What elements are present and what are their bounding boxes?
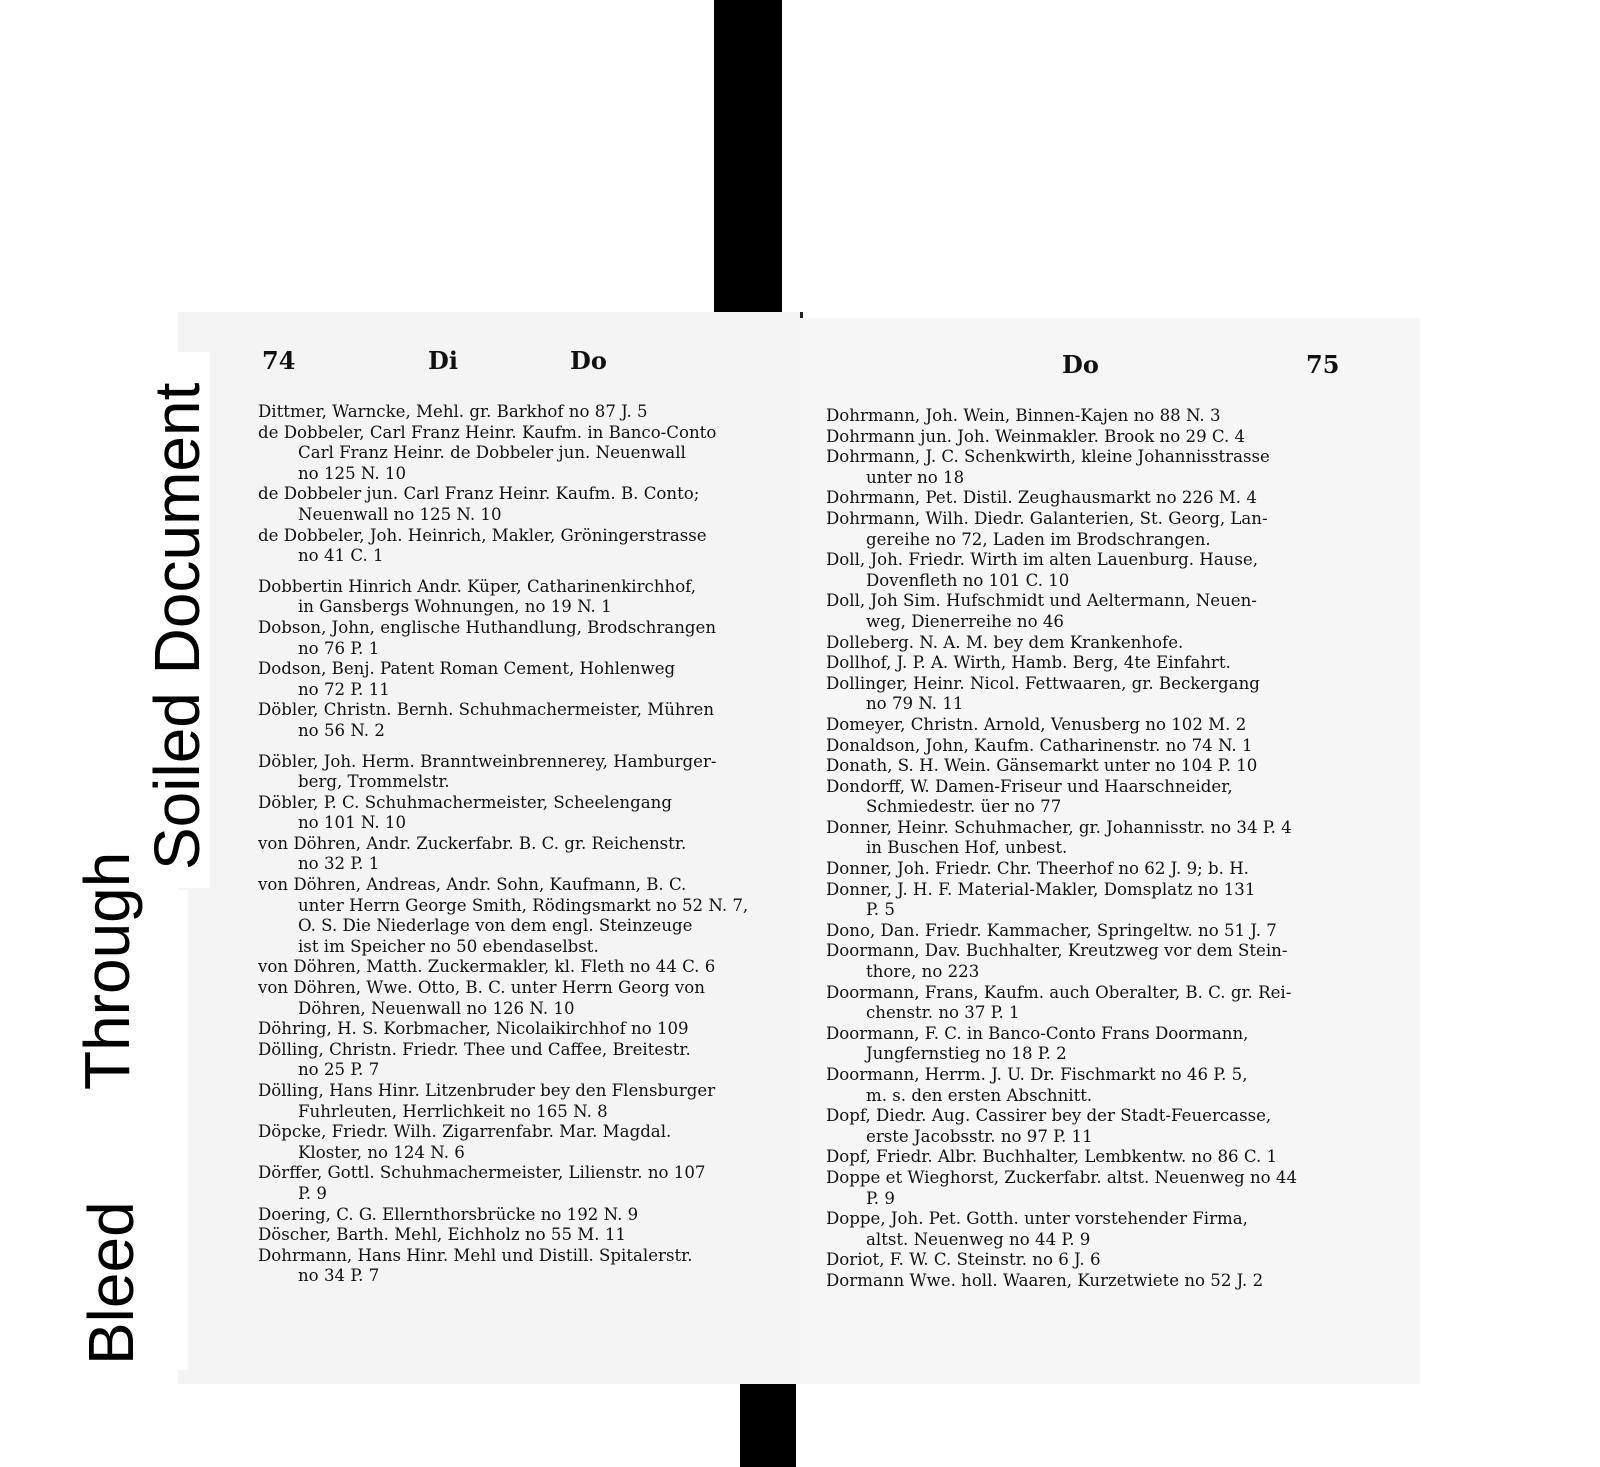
entry-continuation-line: erste Jacobsstr. no 97 P. 11 xyxy=(866,1126,1093,1146)
directory-entry xyxy=(826,715,1338,736)
binding-spine-top xyxy=(714,0,782,320)
entry-continuation-line: Jungfernstieg no 18 P. 2 xyxy=(866,1044,1067,1064)
entry-name-line: Döbler, P. C. Schuhmachermeister, Scheelengang xyxy=(258,792,672,812)
directory-entry xyxy=(826,509,1338,550)
entry-continuation-line: P. 9 xyxy=(866,1188,895,1208)
entry-continuation-line: no 125 N. 10 xyxy=(298,463,407,483)
entry-continuation-line: in Gansbergs Wohnungen, no 19 N. 1 xyxy=(298,597,612,617)
soiled-document-stamp: Soiled Document xyxy=(141,382,213,870)
entry-name-line: Donath, S. H. Wein. Gänsemarkt unter no 104 P. 10 xyxy=(826,756,1258,776)
entry-name-line: Dohrmann, J. C. Schenkwirth, kleine Johannisstrasse xyxy=(826,447,1270,467)
entry-name-line: de Dobbeler, Carl Franz Heinr. Kaufm. in Banco-Conto xyxy=(258,422,717,442)
directory-entry xyxy=(826,674,1338,715)
entry-name-line: Doormann, Herrm. J. U. Dr. Fischmarkt no 46 P. 5, xyxy=(826,1065,1248,1084)
entry-name-line: Dopf, Diedr. Aug. Cassirer bey der Stadt-Feuercasse, xyxy=(826,1106,1272,1126)
entry-name-line: Döpcke, Friedr. Wilh. Zigarrenfabr. Mar. Magdal. xyxy=(258,1122,672,1142)
entry-name-line: Dohrmann, Joh. Wein, Binnen-Kajen no 88 N. 3 xyxy=(826,406,1221,425)
entry-continuation-line: no 72 P. 11 xyxy=(298,679,390,699)
directory-entry xyxy=(826,983,1338,1024)
right-entry-list xyxy=(826,406,1338,1292)
entry-name-line: Domeyer, Christn. Arnold, Venusberg no 102 M. 2 xyxy=(826,714,1247,734)
entry-name-line: Döhring, H. S. Korbmacher, Nicolaikirchhof no 109 xyxy=(258,1019,689,1039)
entry-name-line: Dopf, Friedr. Albr. Buchhalter, Lembkentw. no 86 C. 1 xyxy=(826,1147,1278,1167)
entry-name-line: von Döhren, Wwe. Otto, B. C. unter Herrn Georg von xyxy=(258,978,705,998)
entry-continuation-line: Kloster, no 124 N. 6 xyxy=(298,1142,465,1162)
directory-entry xyxy=(826,550,1338,591)
directory-entry xyxy=(258,577,768,618)
entry-name-line: Dodson, Benj. Patent Roman Cement, Hohlenweg xyxy=(258,659,676,679)
entry-continuation-line: berg, Trommelstr. xyxy=(298,772,450,792)
entry-continuation-line: Neuenwall no 125 N. 10 xyxy=(298,504,502,524)
entry-continuation-line: P. 9 xyxy=(298,1183,327,1203)
left-page-number: 74 xyxy=(262,346,296,375)
directory-entry xyxy=(826,1106,1338,1147)
entry-name-line: Doppe, Joh. Pet. Gotth. unter vorstehender Firma, xyxy=(826,1209,1248,1229)
directory-entry xyxy=(826,1250,1338,1271)
directory-entry xyxy=(826,653,1338,674)
directory-entry xyxy=(258,526,768,567)
entry-continuation-line: Carl Franz Heinr. de Dobbeler jun. Neuenwall xyxy=(298,443,686,463)
entry-name-line: Donner, J. H. F. Material-Makler, Domsplatz no 131 xyxy=(826,879,1256,899)
left-header-last: Do xyxy=(570,346,607,375)
directory-entry xyxy=(826,488,1338,509)
entry-name-line: von Döhren, Andreas, Andr. Sohn, Kaufmann, B. C. xyxy=(258,875,687,895)
entry-continuation-line: altst. Neuenweg no 44 P. 9 xyxy=(866,1229,1091,1249)
entry-name-line: Dobson, John, englische Huthandlung, Brodschrangen xyxy=(258,617,717,637)
directory-entry xyxy=(826,1168,1338,1209)
directory-entry xyxy=(826,941,1338,982)
entry-name-line: Dohrmann jun. Joh. Weinmakler. Brook no 29 C. 4 xyxy=(826,426,1246,446)
entry-name-line: Doppe et Wieghorst, Zuckerfabr. altst. Neuenweg no 44 xyxy=(826,1167,1298,1187)
entry-continuation-line: Schmiedestr. üer no 77 xyxy=(866,797,1062,817)
directory-entry xyxy=(258,1081,768,1122)
entry-continuation-line: no 101 N. 10 xyxy=(298,813,407,833)
directory-entry xyxy=(258,1163,768,1204)
entry-name-line: Dondorff, W. Damen-Friseur und Haarschneider, xyxy=(826,776,1233,796)
entry-name-line: Doormann, Frans, Kaufm. auch Oberalter, B. C. gr. Rei- xyxy=(826,982,1292,1002)
directory-entry xyxy=(826,447,1338,488)
directory-entry xyxy=(258,423,768,485)
entry-name-line: Dobbertin Hinrich Andr. Küper, Catharinenkirchhof, xyxy=(258,576,697,596)
entry-continuation-line: m. s. den ersten Abschnitt. xyxy=(866,1085,1093,1105)
directory-entry xyxy=(826,1065,1338,1106)
entry-continuation-line: Fuhrleuten, Herrlichkeit no 165 N. 8 xyxy=(298,1101,608,1121)
entry-continuation-line: thore, no 223 xyxy=(866,962,980,982)
entry-name-line: Dörffer, Gottl. Schuhmachermeister, Lilienstr. no 107 xyxy=(258,1163,706,1183)
entry-continuation-line: gereihe no 72, Laden im Brodschrangen. xyxy=(866,529,1211,549)
entry-name-line: Dolleberg. N. A. M. bey dem Krankenhofe. xyxy=(826,632,1184,652)
bleed-stamp: Bleed xyxy=(75,1201,147,1365)
directory-entry xyxy=(826,777,1338,818)
entry-name-line: Donner, Joh. Friedr. Chr. Theerhof no 62 J. 9; b. H. xyxy=(826,859,1249,879)
entry-name-line: Dollhof, J. P. A. Wirth, Hamb. Berg, 4te Einfahrt. xyxy=(826,653,1231,673)
left-entry-list xyxy=(258,402,768,1287)
entry-name-line: von Döhren, Matth. Zuckermakler, kl. Fleth no 44 C. 6 xyxy=(258,957,716,977)
directory-entry xyxy=(826,859,1338,880)
entry-continuation-line: no 25 P. 7 xyxy=(298,1060,380,1080)
entry-spacer xyxy=(258,567,768,577)
entry-name-line: Dormann Wwe. holl. Waaren, Kurzetwiete no 52 J. 2 xyxy=(826,1270,1264,1290)
entry-continuation-line: no 32 P. 1 xyxy=(298,854,380,874)
entry-continuation-line: Döhren, Neuenwall no 126 N. 10 xyxy=(298,998,575,1018)
entry-name-line: Dittmer, Warncke, Mehl. gr. Barkhof no 87 J. 5 xyxy=(258,402,648,421)
entry-name-line: Doll, Joh Sim. Hufschmidt und Aeltermann, Neuen- xyxy=(826,591,1257,611)
directory-entry xyxy=(258,752,768,793)
entry-name-line: Dölling, Christn. Friedr. Thee und Caffee, Breitestr. xyxy=(258,1039,691,1059)
directory-entry xyxy=(258,834,768,875)
directory-entry xyxy=(826,1209,1338,1250)
entry-name-line: Donaldson, John, Kaufm. Catharinenstr. no 74 N. 1 xyxy=(826,735,1253,755)
entry-name-line: Doormann, Dav. Buchhalter, Kreutzweg vor dem Stein- xyxy=(826,941,1288,961)
directory-entry xyxy=(826,1271,1338,1292)
directory-entry xyxy=(826,818,1338,859)
directory-entry xyxy=(258,1040,768,1081)
directory-entry xyxy=(826,1147,1338,1168)
left-header-first: Di xyxy=(428,346,458,375)
entry-name-line: de Dobbeler jun. Carl Franz Heinr. Kaufm. B. Conto; xyxy=(258,484,700,504)
directory-entry xyxy=(826,921,1338,942)
entry-continuation-line: no 76 P. 1 xyxy=(298,638,380,658)
directory-entry xyxy=(258,875,768,957)
directory-entry xyxy=(258,1205,768,1226)
directory-entry xyxy=(258,1246,768,1287)
entry-continuation-line: O. S. Die Niederlage von dem engl. Steinzeuge xyxy=(298,916,693,936)
entry-name-line: Dölling, Hans Hinr. Litzenbruder bey den Flensburger xyxy=(258,1081,716,1100)
entry-spacer xyxy=(258,742,768,752)
directory-entry xyxy=(258,700,768,741)
entry-name-line: Döscher, Barth. Mehl, Eichholz no 55 M. 11 xyxy=(258,1225,626,1245)
directory-entry xyxy=(826,427,1338,448)
directory-entry xyxy=(258,1019,768,1040)
entry-name-line: de Dobbeler, Joh. Heinrich, Makler, Gröningerstrasse xyxy=(258,525,707,545)
directory-entry xyxy=(826,736,1338,757)
directory-entry xyxy=(826,591,1338,632)
entry-name-line: Doormann, F. C. in Banco-Conto Frans Doormann, xyxy=(826,1023,1249,1043)
entry-name-line: Donner, Heinr. Schuhmacher, gr. Johannisstr. no 34 P. 4 xyxy=(826,817,1292,837)
directory-entry xyxy=(258,978,768,1019)
through-stamp: Through xyxy=(71,851,143,1090)
directory-entry xyxy=(258,1225,768,1246)
directory-entry xyxy=(826,1024,1338,1065)
entry-name-line: von Döhren, Andr. Zuckerfabr. B. C. gr. Reichenstr. xyxy=(258,833,687,853)
entry-continuation-line: Dovenfleth no 101 C. 10 xyxy=(866,570,1070,590)
entry-continuation-line: unter no 18 xyxy=(866,467,965,487)
directory-entry xyxy=(258,402,768,423)
entry-continuation-line: no 56 N. 2 xyxy=(298,720,385,740)
entry-continuation-line: ist im Speicher no 50 ebendaselbst. xyxy=(298,936,599,956)
directory-entry xyxy=(826,406,1338,427)
entry-continuation-line: weg, Dienerreihe no 46 xyxy=(866,611,1064,631)
entry-continuation-line: no 41 C. 1 xyxy=(298,546,384,566)
right-header-first: Do xyxy=(1062,350,1099,379)
directory-entry xyxy=(826,756,1338,777)
entry-name-line: Dohrmann, Pet. Distil. Zeughausmarkt no 226 M. 4 xyxy=(826,488,1257,508)
entry-continuation-line: chenstr. no 37 P. 1 xyxy=(866,1003,1020,1023)
entry-continuation-line: unter Herrn George Smith, Rödingsmarkt no 52 N. 7, xyxy=(298,895,749,915)
directory-entry xyxy=(258,957,768,978)
entry-name-line: Dohrmann, Hans Hinr. Mehl und Distill. Spitalerstr. xyxy=(258,1245,693,1265)
entry-name-line: Döbler, Christn. Bernh. Schuhmachermeister, Mühren xyxy=(258,700,715,720)
entry-continuation-line: no 79 N. 11 xyxy=(866,694,964,714)
right-page-number: 75 xyxy=(1306,350,1340,379)
entry-name-line: Dollinger, Heinr. Nicol. Fettwaaren, gr. Beckergang xyxy=(826,673,1260,693)
entry-continuation-line: in Buschen Hof, unbest. xyxy=(866,838,1068,858)
entry-continuation-line: no 34 P. 7 xyxy=(298,1266,380,1286)
directory-entry xyxy=(258,618,768,659)
entry-name-line: Dohrmann, Wilh. Diedr. Galanterien, St. Georg, Lan- xyxy=(826,508,1268,528)
entry-name-line: Doering, C. G. Ellernthorsbrücke no 192 N. 9 xyxy=(258,1204,639,1224)
directory-entry xyxy=(258,793,768,834)
directory-entry xyxy=(258,1122,768,1163)
directory-entry xyxy=(826,880,1338,921)
entry-name-line: Döbler, Joh. Herm. Branntweinbrennerey, Hamburger- xyxy=(258,751,717,771)
entry-name-line: Doriot, F. W. C. Steinstr. no 6 J. 6 xyxy=(826,1250,1101,1270)
directory-entry xyxy=(258,659,768,700)
directory-entry xyxy=(258,484,768,525)
entry-name-line: Dono, Dan. Friedr. Kammacher, Springeltw. no 51 J. 7 xyxy=(826,920,1277,940)
entry-continuation-line: P. 5 xyxy=(866,900,895,920)
entry-name-line: Doll, Joh. Friedr. Wirth im alten Lauenburg. Hause, xyxy=(826,550,1258,570)
directory-entry xyxy=(826,633,1338,654)
